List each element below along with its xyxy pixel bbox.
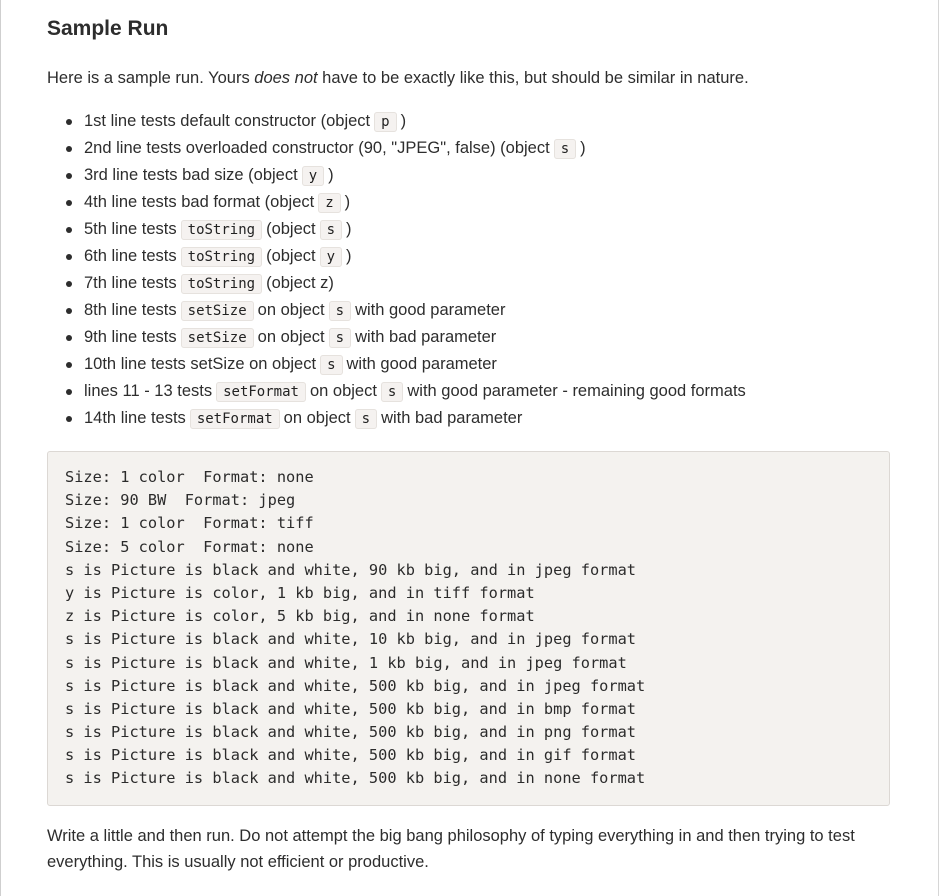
list-item-text: 9th line tests [84,328,177,346]
output-line: Size: 90 BW Format: jpeg [65,491,296,510]
page-title: Sample Run [47,17,169,40]
output-line: s is Picture is black and white, 90 kb big, and in jpeg format [65,560,636,579]
list-item [84,189,890,216]
inline-code: z [318,193,340,213]
list-item-text: 10th line tests setSize on object [84,355,317,373]
list-item-text: with bad parameter [355,328,497,346]
list-item-text: 4th line tests bad format (object [84,193,315,211]
inline-code: setFormat [190,409,280,429]
list-item-text: (object [266,247,316,265]
list-item [84,162,890,189]
list-item [84,108,890,135]
list-item-text: on object [257,301,325,319]
list-item-text: (object [266,220,316,238]
intro-paragraph [47,66,890,90]
advice-paragraph: Write a little and then run. Do not attempt the big bang philosophy of typing everything in and then trying to test everything. This is usually not efficient or productive. [47,826,855,871]
inline-code: setSize [181,328,254,348]
list-item [84,378,890,405]
output-line: Size: 5 color Format: none [65,537,314,556]
test-descriptions-list [47,108,890,432]
output-line: s is Picture is black and white, 1 kb big, and in jpeg format [65,653,627,672]
list-item-text: on object [283,409,351,427]
output-line: s is Picture is black and white, 500 kb big, and in png format [65,723,636,742]
list-item-text: 5th line tests [84,220,177,238]
inline-code: s [554,139,576,159]
list-item-text: on object [309,382,377,400]
list-item-text: (object z) [266,274,334,292]
intro-text-end: have to be exactly like this, but should be similar in nature. [317,69,749,87]
intro-text-start: Here is a sample run. Yours [47,69,255,87]
list-item-text: with good parameter [346,355,497,373]
list-item-text: 14th line tests [84,409,186,427]
list-item-text: 3rd line tests bad size (object [84,166,298,184]
list-item-text: 1st line tests default constructor (object [84,112,371,130]
list-item [84,297,890,324]
list-item [84,216,890,243]
list-item-text: 8th line tests [84,301,177,319]
left-border [0,0,1,896]
list-item [84,405,890,432]
inline-code: s [320,220,342,240]
inline-code: y [320,247,342,267]
list-item-text: ) [328,166,334,184]
list-item-text: with good parameter [355,301,506,319]
output-line: s is Picture is black and white, 500 kb big, and in jpeg format [65,676,646,695]
list-item-text: ) [580,139,586,157]
output-line: s is Picture is black and white, 500 kb big, and in bmp format [65,699,636,718]
list-item [84,135,890,162]
inline-code: y [302,166,324,186]
inline-code: p [374,112,396,132]
inline-code: s [381,382,403,402]
output-line: y is Picture is color, 1 kb big, and in tiff format [65,583,535,602]
sample-output-block [47,451,890,806]
output-line: s is Picture is black and white, 500 kb big, and in none format [65,769,646,788]
output-line: s is Picture is black and white, 500 kb big, and in gif format [65,746,636,765]
list-item-text: ) [346,247,352,265]
inline-code: toString [181,247,262,267]
list-item [84,324,890,351]
scrollbar-track[interactable] [938,0,939,896]
inline-code: setSize [181,301,254,321]
inline-code: toString [181,274,262,294]
list-item [84,270,890,297]
inline-code: s [329,328,351,348]
list-item-text: with bad parameter [381,409,523,427]
output-line: z is Picture is color, 5 kb big, and in none format [65,607,535,626]
list-item-text: on object [257,328,325,346]
list-item-text: 2nd line tests overloaded constructor (90, "JPEG", false) (object [84,139,550,157]
output-line: Size: 1 color Format: tiff [65,514,314,533]
list-item-text: lines 11 - 13 tests [84,382,213,400]
output-line: Size: 1 color Format: none [65,468,314,486]
intro-emphasis: does not [254,69,318,87]
inline-code: setFormat [216,382,306,402]
list-item-text: ) [400,112,407,130]
output-line: s is Picture is black and white, 10 kb big, and in jpeg format [65,630,636,649]
list-item [84,243,890,270]
list-item-text: 6th line tests [84,247,177,265]
list-item-text: with good parameter - remaining good formats [407,382,746,400]
list-item-text: 7th line tests [84,274,177,292]
inline-code: toString [181,220,262,240]
list-item-text: ) [346,220,352,238]
list-item [84,351,890,378]
inline-code: s [320,355,342,375]
list-item-text: ) [344,193,351,211]
inline-code: s [329,301,351,321]
inline-code: s [355,409,377,429]
page-content [47,14,890,875]
